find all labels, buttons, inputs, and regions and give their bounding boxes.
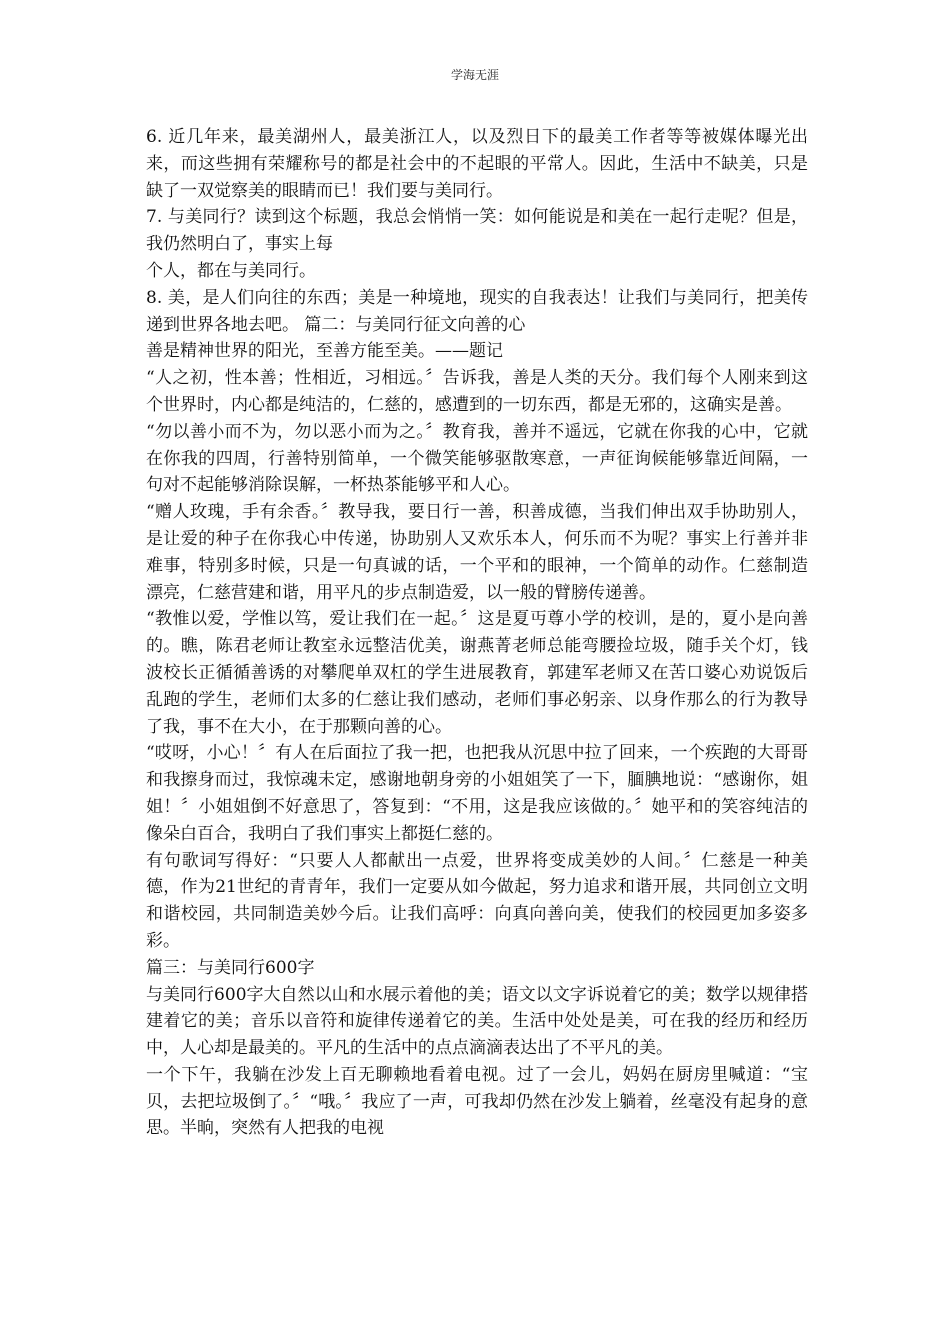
paragraph: “哎呀，小心！〞有人在后面拉了我一把，也把我从沉思中拉了回来，一个疾跑的大哥哥和我擦身而过，我惊魂未定，感谢地朝身旁的小姐姐笑了一下，腼腆地说：“感谢你，姐姐！〞小姐姐倒不好意思了，答复到：“不用，这是我应该做的。〞她平和的笑容纯洁的像朵白百合，我明白了我们事实上都挺仁慈的。 <box>146 743 808 844</box>
paragraph: “勿以善小而不为，勿以恶小而为之。〞教育我，善并不遥远，它就在你我的心中，它就在你我的四周，行善特别简单，一个微笑能够驱散寒意，一声征询候能够靠近间隔，一句对不起能够消除误解，一杯热茶能够平和人心。 <box>146 421 808 496</box>
page-header: 学海无涯 <box>450 68 499 82</box>
section-heading: 篇三：与美同行600字 <box>146 957 315 978</box>
paragraph: 个人，都在与美同行。 <box>146 260 316 281</box>
paragraph: 一个下午，我躺在沙发上百无聊赖地看着电视。过了一会儿，妈妈在厨房里喊道：“宝贝，去把垃圾倒了。〞“哦。〞我应了一声，可我却仍然在沙发上躺着，丝毫没有起身的意思。半晌，突然有人把我的电视 <box>146 1064 808 1139</box>
paragraph: “人之初，性本善；性相近，习相远。〞告诉我，善是人类的天分。我们每个人刚来到这个世界时，内心都是纯洁的，仁慈的，感遭到的一切东西，都是无邪的，这确实是善。 <box>146 368 808 415</box>
paragraph: 有句歌词写得好：“只要人人都献出一点爱，世界将变成美妙的人间。〞仁慈是一种美德，作为21世纪的青青年，我们一定要从如今做起，努力追求和谐开展，共同创立文明和谐校园，共同制造美妙今后。让我们高呼：向真向善向美，使我们的校园更加多姿多彩。 <box>146 850 808 951</box>
paragraph: 善是精神世界的阳光，至善方能至美。——题记 <box>146 341 503 362</box>
document-body <box>146 124 808 1142</box>
paragraph: 6. 近几年来，最美湖州人，最美浙江人，以及烈日下的最美工作者等等被媒体曝光出来，而这些拥有荣耀称号的都是社会中的不起眼的平常人。因此，生活中不缺美，只是缺了一双觉察美的眼睛而已！我们要与美同行。 <box>146 127 808 201</box>
paragraph: 与美同行600字大自然以山和水展示着他的美；语文以文字诉说着它的美；数学以规律搭建着它的美；音乐以音符和旋律传递着它的美。生活中处处是美，可在我的经历和经历中，人心却是最美的。平凡的生活中的点点滴滴表达出了不平凡的美。 <box>146 984 808 1059</box>
paragraph: “教惟以爱，学惟以笃，爱让我们在一起。〞这是夏丏尊小学的校训，是的，夏小是向善的。瞧，陈君老师让教室永远整洁优美，谢燕菁老师总能弯腰捡垃圾，随手关个灯，钱波校长正循循善诱的对攀爬单双杠的学生进展教育，郭建军老师又在苦口婆心劝说饭后乱跑的学生，老师们太多的仁慈让我们感动，老师们事必躬亲、以身作那么的行为教导了我，事不在大小，在于那颗向善的心。 <box>146 609 808 737</box>
paragraph: 7. 与美同行？读到这个标题，我总会悄悄一笑：如何能说是和美在一起行走呢？但是，我仍然明白了，事实上每 <box>146 207 808 255</box>
paragraph: “赠人玫瑰，手有余香。〞教导我，要日行一善，积善成德，当我们伸出双手协助别人，是让爱的种子在你我心中传递，协助别人又欢乐本人，何乐而不为呢？事实上行善并非难事，特别多时候，只是一句真诚的话，一个平和的眼神，一个简单的动作。仁慈制造漂亮，仁慈营建和谐，用平凡的步点制造爱，以一般的臂膀传递善。 <box>146 502 808 603</box>
paragraph: 8. 美，是人们向往的东西；美是一种境地，现实的自我表达！让我们与美同行，把美传递到世界各地去吧。 篇二：与美同行征文向善的心 <box>146 287 808 335</box>
